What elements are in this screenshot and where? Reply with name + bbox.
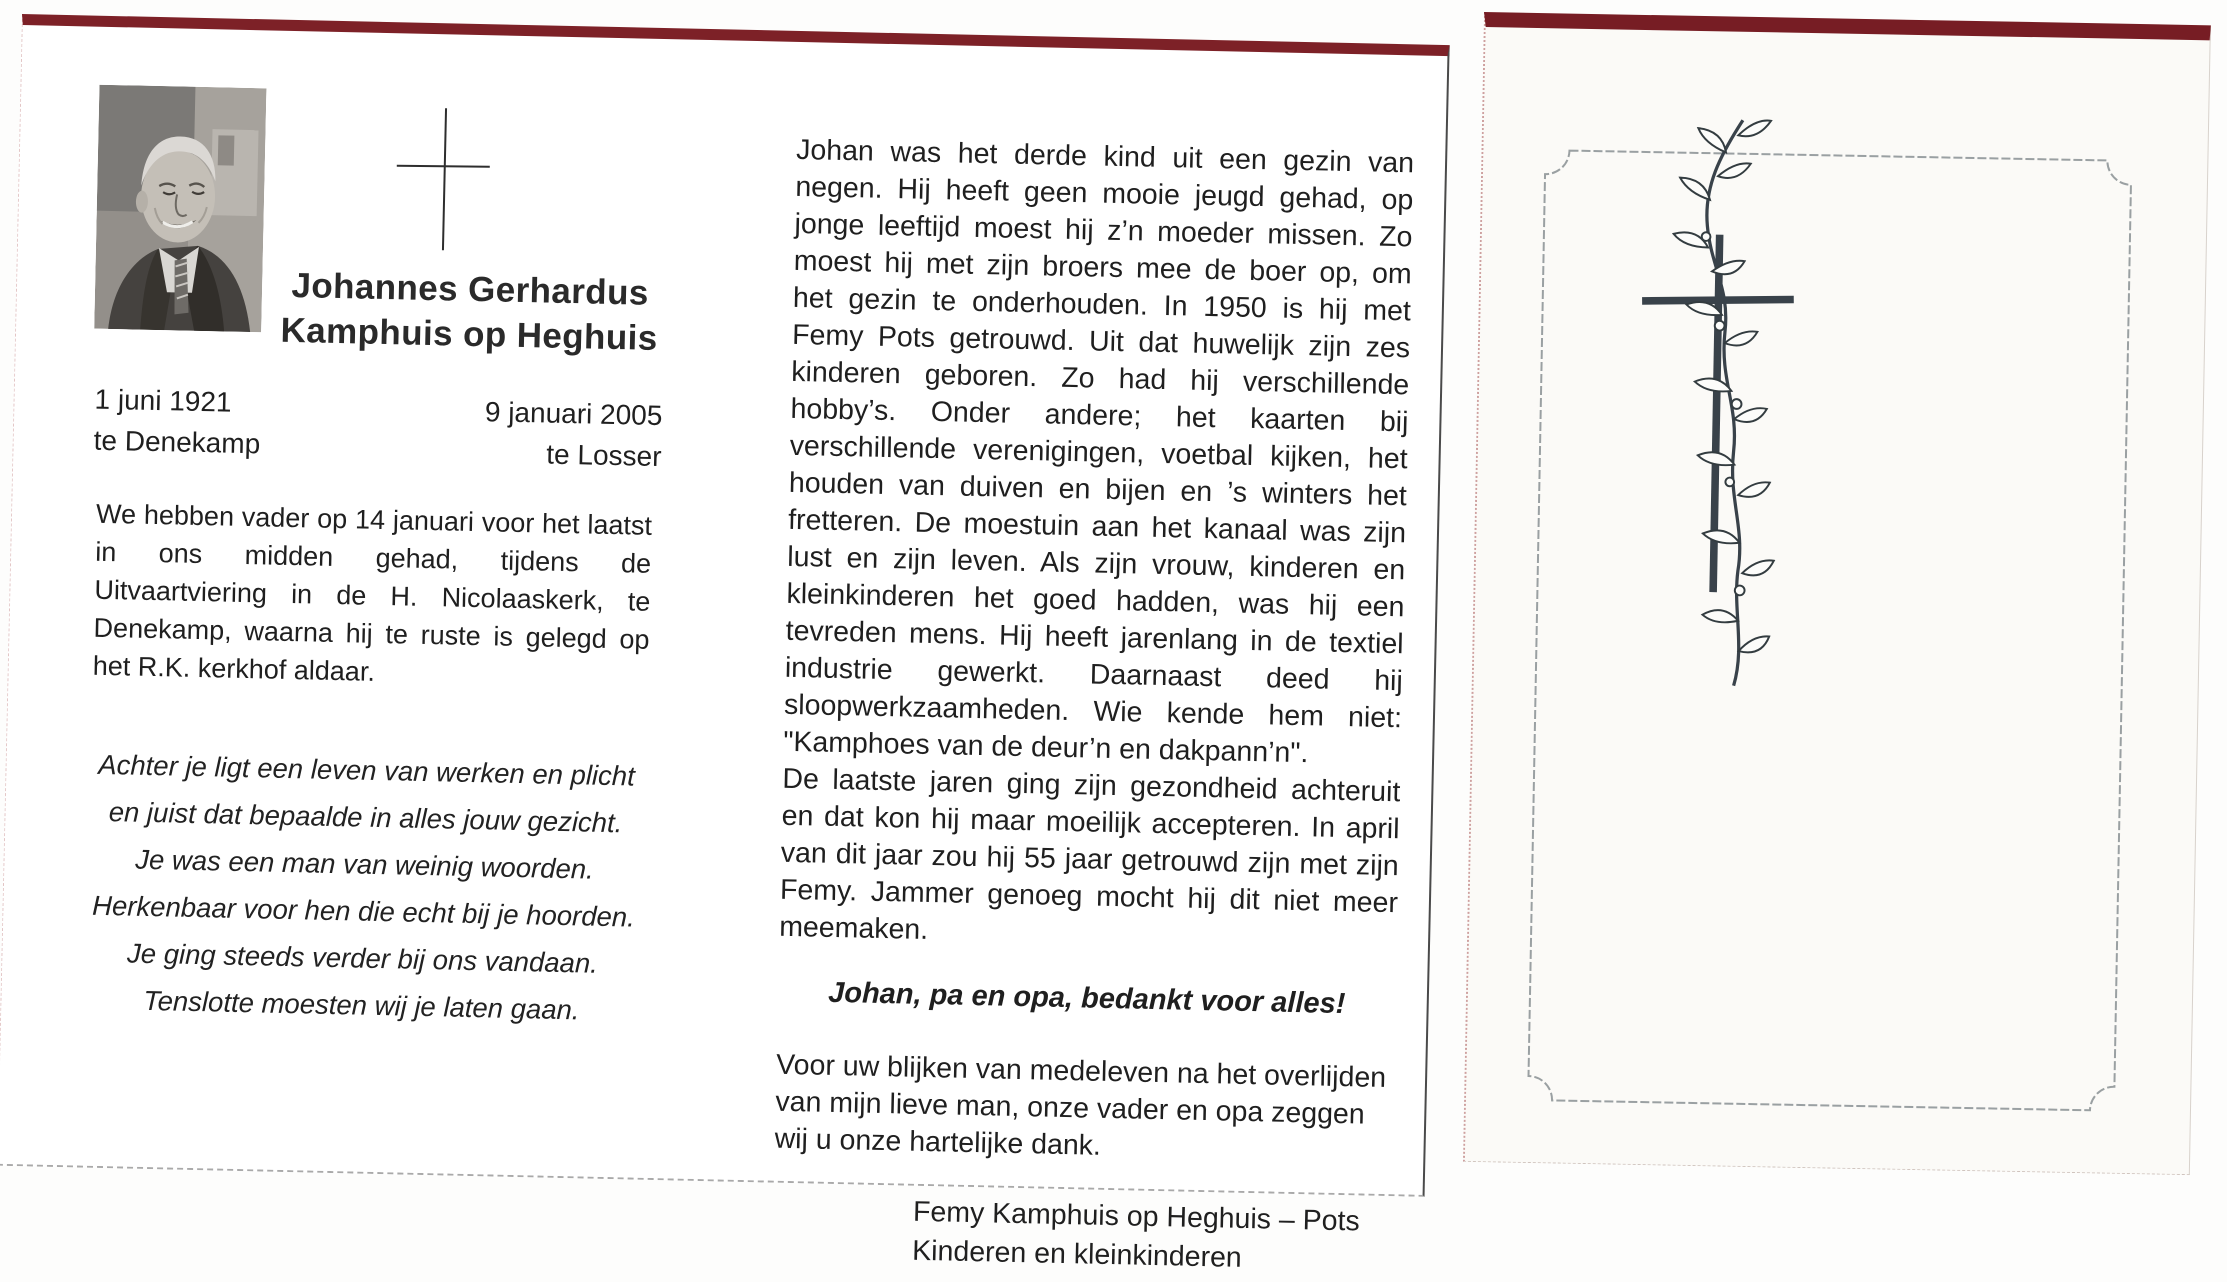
biography-paragraph-2: De laatste jaren ging zijn gezondheid achteruit en dat kon hij maar moeilijk accepteren. In april van dit jaar zou hij 55 jaar getrouwd zijn met zijn Femy. Jammer genoeg mocht hij dit niet meer meemaken.: [778, 762, 1401, 946]
poem-line: Herkenbaar voor hen die echt bij je hoorden.: [91, 889, 636, 933]
cross-with-branch-graphic: [1591, 111, 1862, 701]
biography-column: [772, 132, 1415, 1281]
signature-line2: Kinderen en kleinkinderen: [911, 1234, 1243, 1274]
memorial-poem: [37, 740, 691, 1036]
deceased-name-line1: Johannes Gerhardus: [291, 265, 650, 313]
deceased-name: [234, 262, 706, 362]
poem-line: Je ging steeds verder bij ons vandaan.: [126, 937, 599, 979]
funeral-paragraph: We hebben vader op 14 januari voor het laatst in ons midden gehad, tijdens de Uitvaartviering in de H. Nicolaaskerk, te Denekamp, waarna hij te ruste is gelegd op het R.K. kerkhof aldaar.: [92, 498, 653, 687]
death-place: te Losser: [546, 438, 662, 473]
poem-line: en juist dat bepaalde in alles jouw gezicht.: [108, 796, 623, 839]
poem-line: Je was een man van weinig woorden.: [134, 843, 595, 885]
signature-line1: Femy Kamphuis op Heghuis – Pots: [912, 1195, 1361, 1238]
cross-with-branch-illustration: [1591, 111, 1862, 701]
birth-info: [93, 379, 261, 465]
poem-line: Tenslotte moesten wij je laten gaan.: [143, 984, 580, 1026]
birth-date: 1 juni 1921: [94, 383, 232, 418]
poem-line: Achter je ligt een leven van werken en plicht: [98, 748, 636, 792]
death-info: [409, 390, 663, 477]
biography-paragraph-1: Johan was het derde kind uit een gezin van negen. Hij heeft geen mooie jeugd gehad, op jonge leeftijd moest hij z’n moeder missen. Zo moest hij met zijn broers mee de boer op, om het gezin te onderhouden. In 1950 is hij met Femy Pots getrouwd. Uit dat huwelijk zijn zes kinderen geboren. Zo had hij verschillende hobby’s. Onder andere; het kaarten bij verschillende verenigingen, voetbal kijken, het houden van duiven en bijen en ’s winters het fretteren. De moestuin aan het kanaal was zijn lust en zijn leven. Als zijn vrouw, kinderen en kleinkinderen het goed hadden, was hij een tevreden mens. Hij heeft jarenlang in de textiel industrie gewerkt. Daarnaast deed hij sloopwerkzaamheden. Wie kende hem niet: "Kamphoes van de deur’n en dakpann’n".: [782, 133, 1415, 770]
cross-vertical-bar: [442, 108, 447, 250]
deceased-name-line2: Kamphuis op Heghuis: [280, 310, 659, 358]
memorial-card-inside-page: [0, 14, 1450, 1274]
memorial-card-back-cover: [1463, 12, 2211, 1175]
dedication-line: Johan, pa en opa, bedankt voor alles!: [827, 976, 1346, 1021]
death-date: 9 januari 2005: [484, 396, 663, 432]
signature-block: [772, 1190, 1392, 1281]
acknowledgement-paragraph: Voor uw blijken van medeleven na het overlijden van mijn lieve man, onze vader en opa zeggen wij u onze hartelijke dank.: [774, 1048, 1387, 1162]
birth-place: te Denekamp: [93, 424, 261, 460]
